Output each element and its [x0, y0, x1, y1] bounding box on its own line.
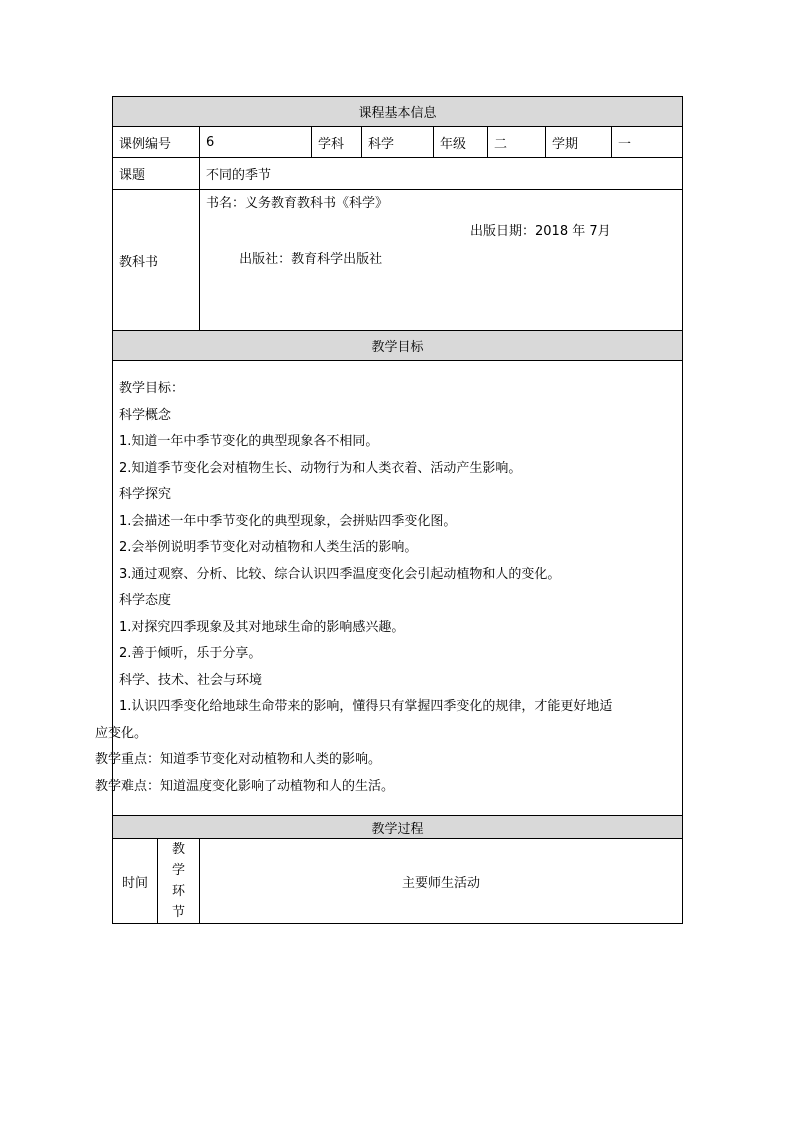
- objective-line: 1.认识四季变化给地球生命带来的影响，懂得只有掌握四季变化的规律，才能更好地适: [119, 699, 613, 714]
- grade-value: 二: [488, 127, 546, 158]
- objective-line: 1.对探究四季现象及其对地球生命的影响感兴趣。: [119, 619, 405, 635]
- term-value: 一: [612, 127, 683, 158]
- stage-char: 学: [171, 863, 185, 878]
- objectives-row: [113, 361, 683, 816]
- basic-info-header-row: [113, 97, 683, 127]
- process-header: 教学过程: [113, 816, 683, 839]
- topic-label: 课题: [113, 158, 200, 190]
- process-header-row: [113, 816, 683, 839]
- publisher-line: [206, 218, 676, 330]
- objectives-header: 教学目标: [113, 331, 683, 361]
- grade-label: 年级: [434, 127, 488, 158]
- process-row: [113, 839, 683, 924]
- time-label: 时间: [113, 839, 158, 924]
- textbook-info: [200, 190, 683, 331]
- term-label: 学期: [546, 127, 612, 158]
- objectives-header-row: [113, 331, 683, 361]
- book-name: 书名：义务教育教科书《科学》: [206, 196, 389, 211]
- subject-label: 学科: [312, 127, 362, 158]
- topic-row: [113, 158, 683, 190]
- textbook-row: [113, 190, 683, 331]
- info-row: [113, 127, 683, 158]
- objective-line: 科学概念: [119, 407, 172, 423]
- objective-line: 2.会举例说明季节变化对动植物和人类生活的影响。: [119, 540, 418, 555]
- subject-value: 科学: [362, 127, 434, 158]
- objective-line: 3.通过观察、分析、比较、综合认识四季温度变化会引起动植物和人的变化。: [119, 566, 561, 582]
- case-no-value: 6: [200, 127, 312, 158]
- stage-char: 节: [171, 905, 185, 920]
- objective-line: 科学探究: [119, 487, 172, 502]
- lesson-plan-table: [95, 96, 683, 924]
- topic-value: 不同的季节: [200, 158, 683, 190]
- activity-label: 主要师生活动: [200, 839, 683, 924]
- objective-line: 1.会描述一年中季节变化的典型现象，会拼贴四季变化图。: [119, 513, 457, 529]
- objective-line: 教学目标：: [119, 381, 185, 396]
- objective-line: 科学、技术、社会与环境: [119, 672, 263, 688]
- stage-char: 环: [171, 884, 185, 899]
- objective-line: 应变化。: [95, 725, 148, 741]
- objectives-body: [95, 361, 683, 816]
- objective-line: 科学态度: [119, 593, 172, 608]
- objective-line: 2.知道季节变化会对植物生长、动物行为和人类衣着、活动产生影响。: [119, 460, 522, 476]
- stage-char: 教: [171, 842, 185, 857]
- objective-line: 1.知道一年中季节变化的典型现象各不相同。: [119, 434, 379, 449]
- stage-label: [158, 839, 200, 924]
- publish-date: 出版日期：2018 年 7月: [470, 224, 611, 239]
- publisher: 出版社：教育科学出版社: [239, 252, 383, 267]
- objective-line: 教学难点：知道温度变化影响了动植物和人的生活。: [95, 778, 395, 794]
- objective-line: 2.善于倾听，乐于分享。: [119, 646, 262, 661]
- case-no-label: 课例编号: [113, 127, 200, 158]
- objective-line: 教学重点：知道季节变化对动植物和人类的影响。: [95, 752, 382, 767]
- textbook-label: 教科书: [113, 190, 200, 331]
- basic-info-header: 课程基本信息: [113, 97, 683, 127]
